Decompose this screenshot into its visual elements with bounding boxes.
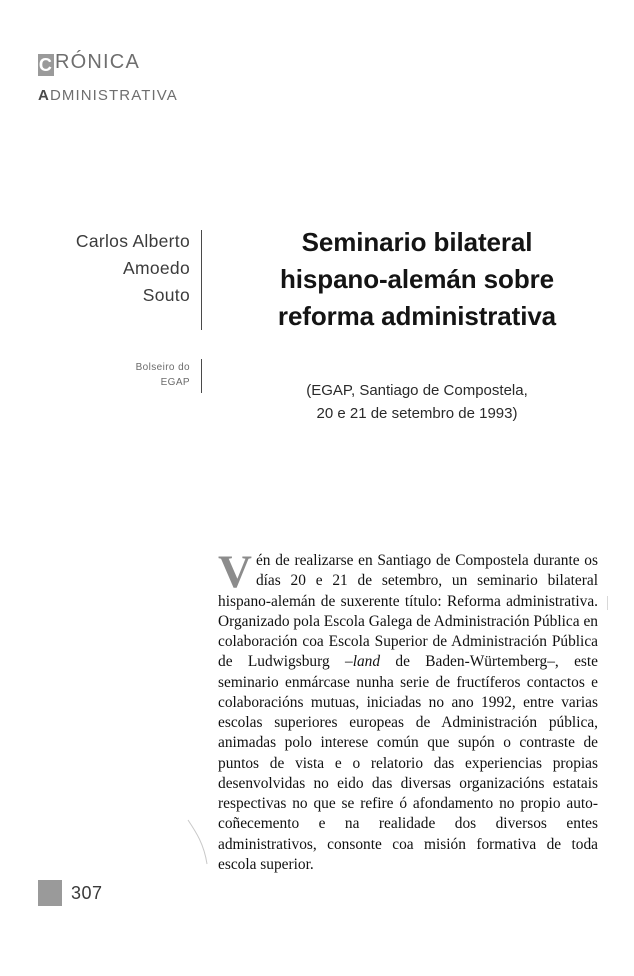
header-initial-a: A bbox=[38, 87, 50, 104]
author-line-2: Amoedo bbox=[123, 258, 190, 279]
page-folio bbox=[38, 880, 103, 906]
page-number: 307 bbox=[71, 882, 103, 903]
author-line-1: Carlos Alberto bbox=[75, 231, 190, 251]
header-cronica-text: RÓNICA bbox=[55, 51, 140, 73]
scan-artifact-squiggle bbox=[186, 818, 216, 866]
article-subtitle bbox=[222, 380, 612, 425]
author-affiliation bbox=[40, 360, 190, 390]
article-subtitle-line-2: 20 e 21 de setembro de 1993) bbox=[316, 404, 518, 422]
body-text-italic: land bbox=[352, 653, 381, 671]
header-administrativa bbox=[38, 88, 338, 103]
header-administrativa-text: DMINISTRATIVA bbox=[49, 87, 178, 104]
article-subtitle-line-1: (EGAP, Santiago de Compostela, bbox=[306, 382, 528, 399]
running-header bbox=[38, 52, 338, 103]
article-title bbox=[222, 224, 612, 335]
body-text-part-2: de Baden-Würtemberg–, este seminario enmárcase nunha serie de fructíferos contactos e colaboracións mutuas, iniciadas no ano 1992, entre varias escolas superiores europeas de Administración pública, animadas polo interese común que supón o contraste de puntos de vista e o relatorio das experiencias propias desenvolvidas no eido das diversas organizacións estatais respectivas no que se refire ó afondamento no propio auto-coñecemento e na realidade dos diversos entes administrativos, consonte coa misión formativa de toda escola superior. bbox=[218, 653, 598, 873]
affiliation-divider-rule bbox=[201, 359, 202, 393]
author-name bbox=[40, 228, 190, 309]
header-initial-c: C bbox=[38, 55, 54, 75]
author-line-3: Souto bbox=[142, 285, 190, 306]
author-divider-rule bbox=[201, 230, 202, 330]
article-title-line-3: reforma administrativa bbox=[277, 300, 557, 331]
body-text-part-1: én de realizarse en Santiago de Compostela durante os días 20 e 21 de setembro, un seminario bilateral hispano-alemán de suxerente título: Reforma administrativa. Organizado pola Escola Galega de Administración Pública en colaboración coa Escola Superior de Administración Pública de Ludwigsburg – bbox=[218, 552, 598, 671]
article-title-line-2: hispano-alemán sobre bbox=[280, 263, 554, 294]
article-title-line-1: Seminario bilateral bbox=[301, 227, 533, 257]
affiliation-line-2: EGAP bbox=[160, 377, 190, 388]
drop-cap: V bbox=[218, 546, 252, 598]
affiliation-line-1: Bolseiro do bbox=[135, 362, 190, 373]
folio-block-decoration bbox=[38, 880, 62, 906]
header-cronica bbox=[38, 52, 338, 76]
article-body bbox=[218, 546, 598, 875]
scan-artifact-mark bbox=[607, 596, 608, 610]
